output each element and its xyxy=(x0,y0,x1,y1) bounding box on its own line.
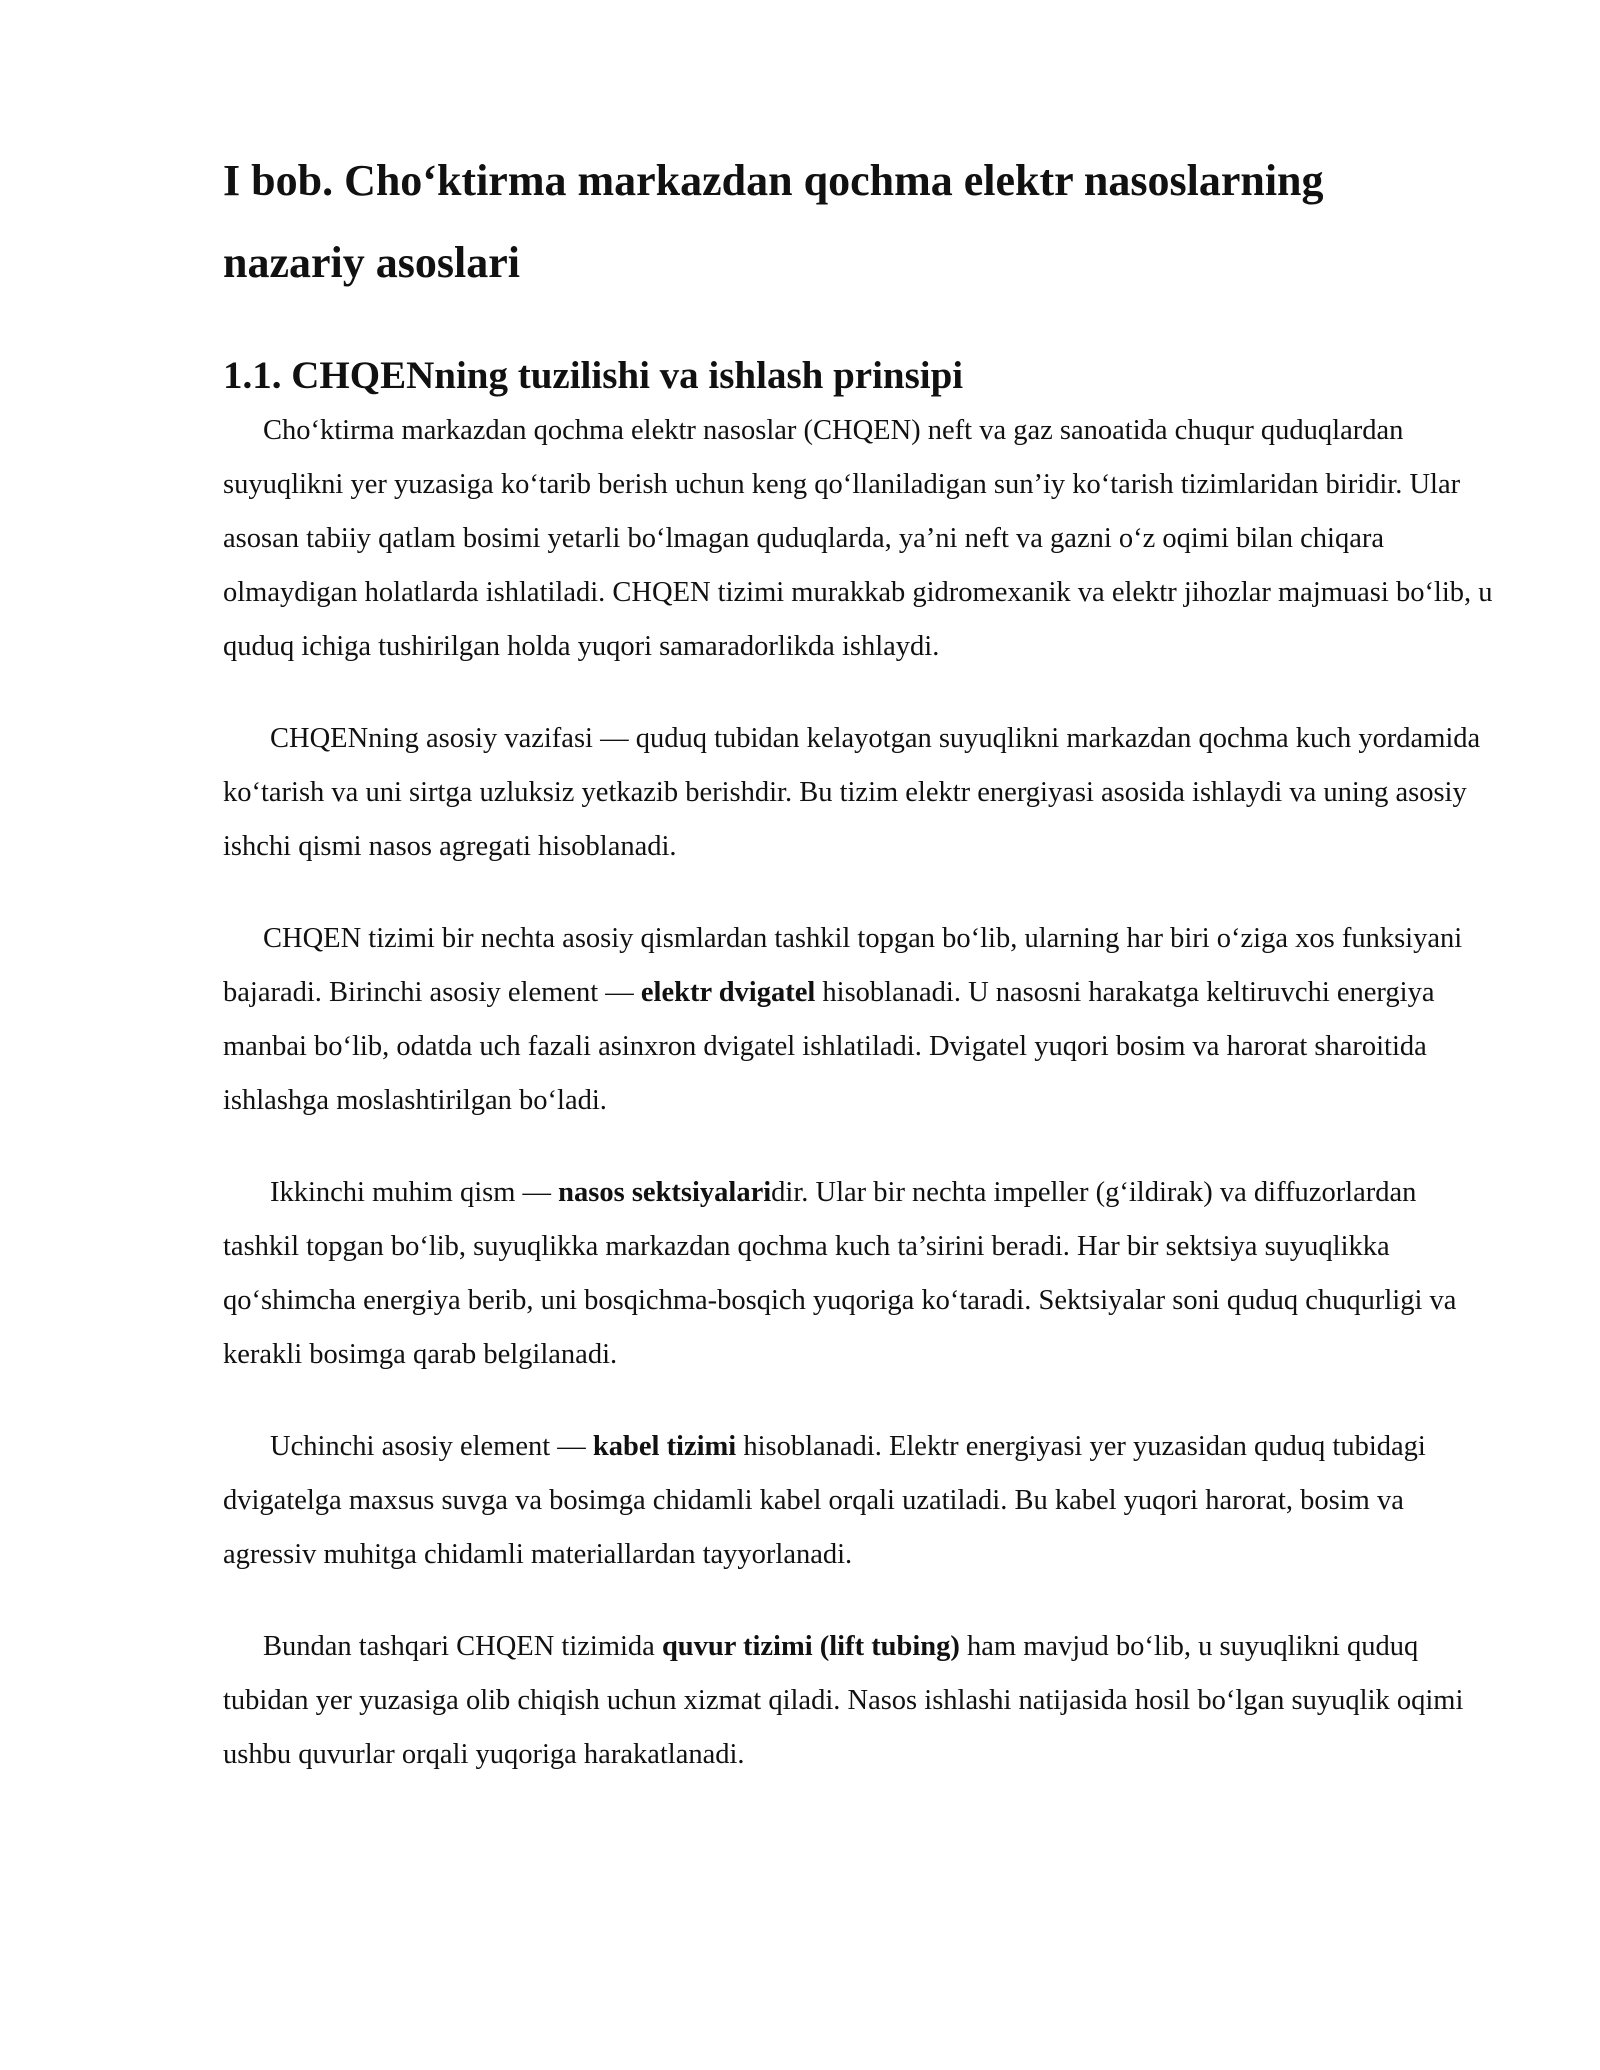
bold-term-pump-sections: nasos sektsiyalari xyxy=(558,1177,772,1208)
bold-term-electric-motor: elektr dvigatel xyxy=(640,977,816,1008)
paragraph-main-purpose: CHQENning asosiy vazifasi — quduq tubidan kelayotgan suyuqlikni markazdan qochma kuch yordamida ko‘tarish va uni sirtga uzluksiz yetkazib berishdir. Bu tizim elektr energiyasi asosida ishlaydi va uning asosiy ishchi qismi nasos agregati hisoblanadi. xyxy=(223,723,1481,862)
paragraph-text: ham mavjud bo‘lib, u suyuqlikni quduq tubidan yer yuzasiga olib chiqish uchun xizmat qiladi. Nasos ishlashi natijasida hosil bo‘lgan suyuqlik oqimi ushbu quvurlar orqali yuqoriga harakatlanadi. xyxy=(223,1631,1464,1770)
paragraph-text: hisoblanadi. U nasosni harakatga keltiruvchi energiya manbai bo‘lib, odatda uch fazali asinxron dvigatel ishlatiladi. Dvigatel yuqori bosim va harorat sharoitida ishlashga moslashtirilgan bo‘ladi. xyxy=(223,977,1435,1116)
paragraph-text: dir. Ular bir nechta impeller (g‘ildirak) va diffuzorlardan tashkil topgan bo‘lib, suyuqlikka markazdan qochma kuch ta’sirini beradi. Har bir sektsiya suyuqlikka qo‘shimcha energiya berib, uni bosqichma-bosqich yuqoriga ko‘taradi. Sektsiyalar soni quduq chuqurligi va kerakli bosimga qarab belgilanadi. xyxy=(223,1177,1457,1370)
paragraph-text: Ikkinchi muhim qism — xyxy=(270,1177,559,1208)
paragraph-pump-sections xyxy=(223,1166,1493,1382)
chapter-title-line-2: nazariy asoslari xyxy=(223,238,520,287)
paragraph-lift-tubing xyxy=(223,1620,1493,1782)
document-content xyxy=(223,140,1493,1782)
paragraph-text: hisoblanadi. Elektr energiyasi yer yuzasidan quduq tubidagi dvigatelga maxsus suvga va bosimga chidamli kabel orqali uzatiladi. Bu kabel yuqori harorat, bosim va agressiv muhitga chidamli materiallardan tayyorlanadi. xyxy=(223,1431,1426,1570)
section-title: 1.1. CHQENning tuzilishi va ishlash prinsipi xyxy=(223,354,964,397)
paragraph-text: Bundan tashqari CHQEN tizimida xyxy=(263,1631,662,1662)
paragraph-text: CHQEN tizimi bir nechta asosiy qismlardan tashkil topgan bo‘lib, ularning har biri o‘ziga xos funksiyani bajaradi. Birinchi asosiy element — xyxy=(223,923,1463,1008)
paragraph-intro: Cho‘ktirma markazdan qochma elektr nasoslar (CHQEN) neft va gaz sanoatida chuqur quduqlardan suyuqlikni yer yuzasiga ko‘tarib berish uchun keng qo‘llaniladigan sun’iy ko‘tarish tizimlaridan biridir. Ular asosan tabiiy qatlam bosimi yetarli bo‘lmagan quduqlarda, ya’ni neft va gazni o‘z oqimi bilan chiqara olmaydigan holatlarda ishlatiladi. CHQEN tizimi murakkab gidromexanik va elektr jihozlar majmuasi bo‘lib, u quduq ichiga tushirilgan holda yuqori samaradorlikda ishlaydi. xyxy=(223,415,1493,662)
paragraph-text: Uchinchi asosiy element — xyxy=(270,1431,593,1462)
paragraph-electric-motor xyxy=(223,912,1493,1128)
bold-term-cable-system: kabel tizimi xyxy=(592,1431,737,1462)
paragraph-cable-system xyxy=(223,1420,1493,1582)
chapter-title xyxy=(223,140,1493,304)
chapter-title-line-1: I bob. Cho‘ktirma markazdan qochma elektr nasoslarning xyxy=(223,156,1324,205)
bold-term-lift-tubing: quvur tizimi (lift tubing) xyxy=(661,1631,960,1662)
